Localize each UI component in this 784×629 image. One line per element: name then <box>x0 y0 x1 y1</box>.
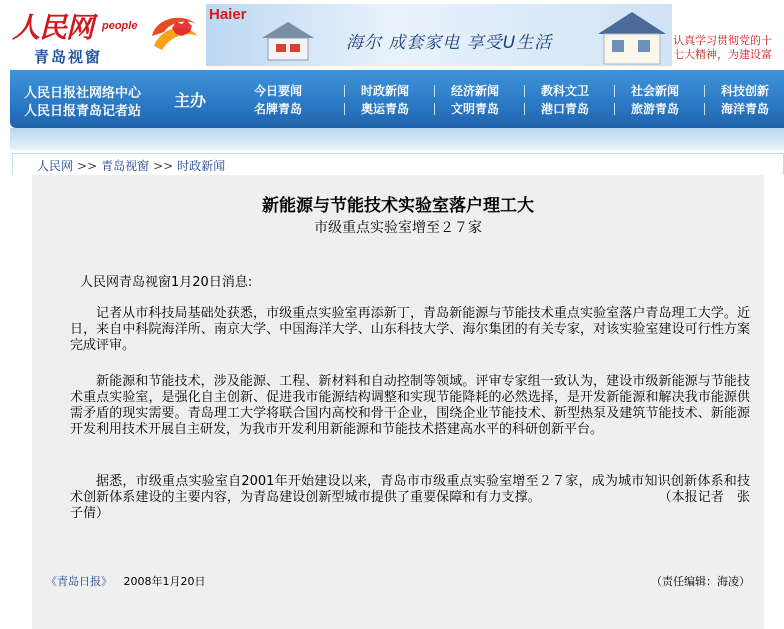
nav-shadow-divider <box>10 128 784 150</box>
nav-link-society[interactable]: 社会新闻 <box>614 82 704 100</box>
haier-ad-banner[interactable] <box>206 4 672 66</box>
scrolling-slogan-line1: 认真学习贯彻党的十 <box>673 34 772 47</box>
villa-icon <box>594 8 670 66</box>
nav-link-port[interactable]: 港口青岛 <box>524 100 614 118</box>
nav-link-civilized[interactable]: 文明青岛 <box>434 100 524 118</box>
article-panel <box>32 175 764 629</box>
logo-sub-text: 青岛视窗 <box>34 48 103 66</box>
sponsor-label: 主办 <box>174 91 207 110</box>
logo-main-text: 人民网 <box>12 11 94 44</box>
article-source <box>46 573 206 589</box>
breadcrumb-separator: >> <box>153 159 174 173</box>
nav-link-today-news[interactable]: 今日要闻 <box>254 84 303 98</box>
nav-link-olympics[interactable]: 奥运青岛 <box>344 100 434 118</box>
article-dateline: 人民网青岛视窗1月20日消息: <box>80 275 253 290</box>
article-paragraph-3: 据悉，市级重点实验室自2001年开始建设以来，青岛市市级重点实验室增至２７家，成为城市知识创新体系和技术创新体系建设的主要内容，为青岛建设创新型城市提供了重要保障和有力支撑。 （本报记者 张子倩） <box>70 474 750 521</box>
ad-brand-text: Haier <box>209 6 247 23</box>
china-map-icon <box>142 6 202 62</box>
nav-link-tech[interactable]: 科技创新 <box>704 82 784 100</box>
nav-links <box>254 82 784 118</box>
nav-row-1 <box>254 82 784 100</box>
host-line-1: 人民日报社网络中心 <box>24 86 142 101</box>
breadcrumb-people-net[interactable]: 人民网 <box>37 159 74 173</box>
breadcrumb-politics[interactable]: 时政新闻 <box>177 159 226 173</box>
scrolling-slogan[interactable] <box>673 34 784 64</box>
host-line-2: 人民日报青岛记者站 <box>24 104 142 119</box>
nav-link-tourism[interactable]: 旅游青岛 <box>614 100 704 118</box>
nav-link-brands[interactable]: 名牌青岛 <box>254 102 303 116</box>
logo-people-text: people <box>102 20 138 32</box>
nav-row-2 <box>254 100 784 118</box>
ad-slogan-text: 海尔 成套家电 享受U生活 <box>346 33 553 53</box>
nav-link-ocean[interactable]: 海洋青岛 <box>704 100 784 118</box>
breadcrumb-qingdao[interactable]: 青岛视窗 <box>101 159 150 173</box>
top-banner <box>0 0 784 70</box>
main-navigation <box>10 70 784 128</box>
responsible-editor: （责任编辑：海凌） <box>651 575 750 588</box>
nav-link-politics[interactable]: 时政新闻 <box>344 82 434 100</box>
site-logo[interactable] <box>8 4 204 66</box>
breadcrumb <box>37 157 225 174</box>
nav-link-education[interactable]: 教科文卫 <box>524 82 614 100</box>
article-paragraph-2: 新能源和节能技术，涉及能源、工程、新材料和自动控制等领域。评审专家组一致认为，建设市级新能源与节能技术重点实验室，是强化自主创新、促进我市能源结构调整和实现节能降耗的必然选择，是开发新能源和解决我市能源供需矛盾的现实需要。青岛理工大学将联合国内高校和骨干企业，围绕企业节能技术、新型热泵及建筑节能技术、新能源开发利用技术开展自主研发，为我市开发利用新能源和节能技术搭建高水平的科研创新平台。 <box>70 374 750 437</box>
article-subtitle: 市级重点实验室增至２７家 <box>314 220 482 236</box>
breadcrumb-separator: >> <box>77 159 98 173</box>
article-title: 新能源与节能技术实验室落户理工大 <box>262 196 534 216</box>
scrolling-slogan-line2: 七大精神，为建设富 <box>673 48 772 61</box>
source-date: 2008年1月20日 <box>123 575 206 588</box>
nav-link-economy[interactable]: 经济新闻 <box>434 82 524 100</box>
source-paper-link[interactable]: 《青岛日报》 <box>46 575 112 588</box>
article-paragraph-1: 记者从市科技局基础处获悉，市级重点实验室再添新丁，青岛新能源与节能技术重点实验室落户青岛理工大学。近日，来自中科院海洋所、南京大学、中国海洋大学、山东科技大学、海尔集团的有关专家，对该实验室建设可行性方案完成评审。 <box>70 306 750 353</box>
breadcrumb-bar <box>12 153 784 175</box>
house-icon <box>258 18 318 62</box>
